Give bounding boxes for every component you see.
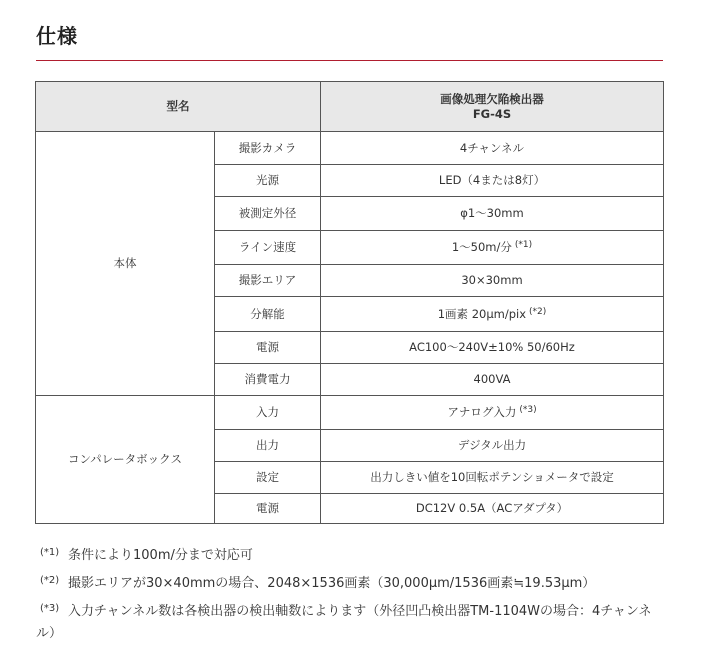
footnote-mark: (*1)	[40, 547, 60, 558]
value-text: アナログ入力	[447, 405, 517, 420]
product-header	[321, 82, 664, 132]
table-row	[36, 132, 664, 165]
group-label-comparator: コンパレータボックス	[36, 396, 215, 524]
value-text: LED（4または8灯）	[438, 173, 546, 188]
value-cell	[321, 165, 664, 197]
item-cell: 出力	[215, 430, 321, 462]
footnote-text: 条件により100m/分まで対応可	[68, 548, 253, 563]
spec-table	[35, 81, 664, 524]
footnote-ref: (*2)	[529, 306, 547, 317]
value-cell	[321, 132, 664, 165]
footnote-mark: (*3)	[40, 603, 60, 614]
footnote-ref: (*3)	[519, 405, 537, 416]
value-text: 4チャンネル	[459, 140, 525, 155]
value-cell	[321, 231, 664, 265]
table-header-row	[36, 82, 664, 132]
footnote-text: 入力チャンネル数は各検出器の検出軸数によります（外径凹凸検出器TM-1104Wの場合：4チャンネル）	[36, 604, 652, 641]
value-cell	[321, 364, 664, 396]
footnote-item	[36, 573, 666, 595]
item-cell: 撮影エリア	[215, 265, 321, 297]
value-text: 1～50m/分	[451, 240, 512, 255]
footnote-text: 撮影エリアが30×40mmの場合、2048×1536画素（30,000µm/1536画素≒19.53µm）	[68, 576, 596, 591]
item-cell: 電源	[215, 332, 321, 364]
item-cell: 光源	[215, 165, 321, 197]
value-cell	[321, 297, 664, 332]
value-text: デジタル出力	[457, 438, 527, 453]
value-text: DC12V 0.5A（ACアダプタ）	[415, 501, 569, 516]
footnote-item	[36, 601, 666, 645]
value-cell	[321, 462, 664, 494]
footnote-item	[36, 545, 666, 567]
title-divider	[36, 60, 663, 61]
value-text: 1画素 20µm/pix	[437, 306, 527, 321]
value-cell	[321, 494, 664, 524]
value-cell	[321, 332, 664, 364]
footnotes	[36, 545, 666, 651]
model-label-header: 型名	[36, 82, 321, 132]
value-text: 400VA	[473, 372, 511, 387]
product-code: FG-4S	[472, 106, 512, 121]
value-text: 30×30mm	[461, 273, 523, 288]
item-cell: 電源	[215, 494, 321, 524]
item-cell: ライン速度	[215, 231, 321, 265]
item-cell: 入力	[215, 396, 321, 430]
value-cell	[321, 197, 664, 231]
product-name: 画像処理欠陥検出器	[440, 91, 544, 106]
page-title: 仕様	[36, 24, 78, 48]
item-cell: 消費電力	[215, 364, 321, 396]
item-cell: 被測定外径	[215, 197, 321, 231]
value-cell	[321, 430, 664, 462]
value-cell	[321, 265, 664, 297]
value-cell	[321, 396, 664, 430]
footnote-mark: (*2)	[40, 575, 60, 586]
value-text: φ1～30mm	[460, 206, 524, 221]
item-cell: 分解能	[215, 297, 321, 332]
value-text: 出力しきい値を10回転ポテンショメータで設定	[370, 470, 614, 485]
item-cell: 設定	[215, 462, 321, 494]
value-text: AC100～240V±10% 50/60Hz	[409, 340, 575, 355]
table-row	[36, 396, 664, 430]
footnote-ref: (*1)	[514, 240, 533, 251]
item-cell: 撮影カメラ	[215, 132, 321, 165]
group-label-main: 本体	[36, 132, 215, 396]
